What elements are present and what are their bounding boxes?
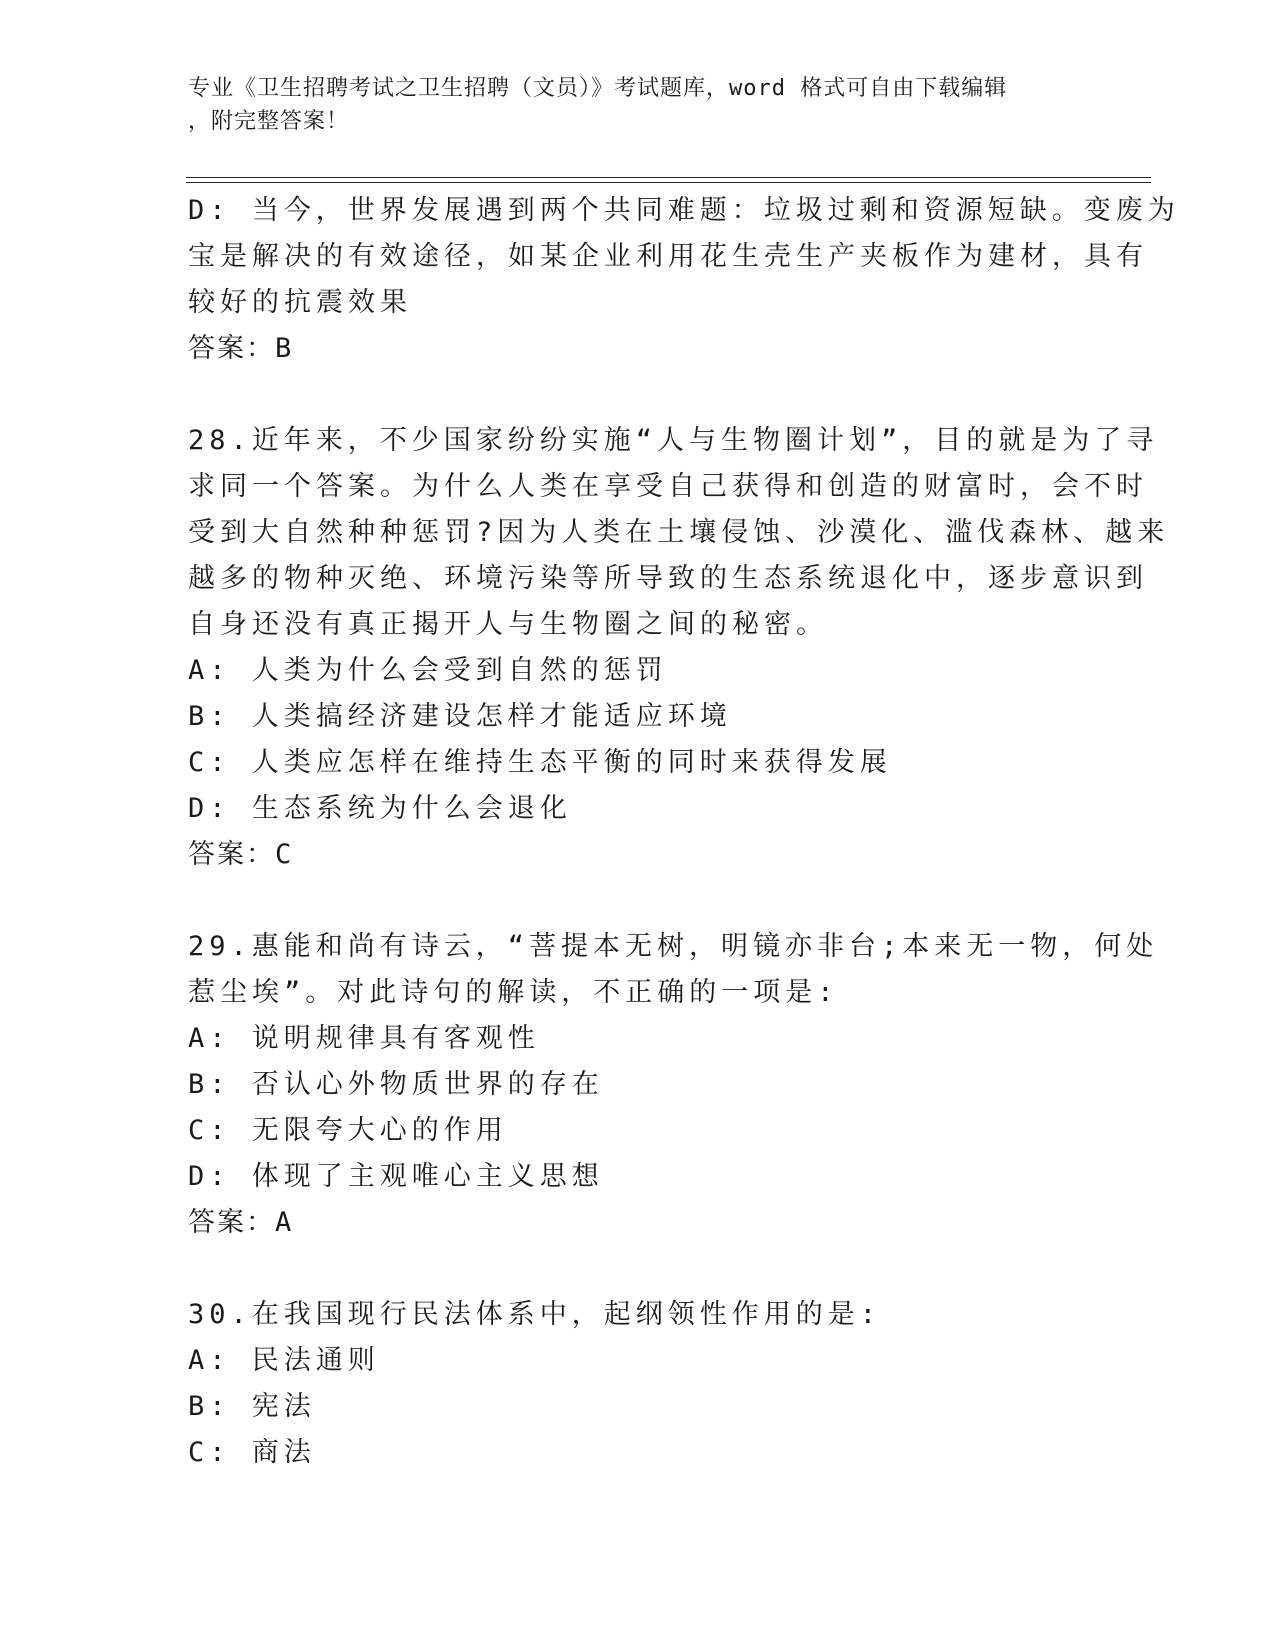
question-stem: 求同一个答案。为什么人类在享受自己获得和创造的财富时，会不时 (188, 471, 1148, 502)
option-d: D: 生态系统为什么会退化 (188, 793, 572, 824)
option-c: C: 商法 (188, 1437, 316, 1468)
question-stem: 30.在我国现行民法体系中，起纲领性作用的是: (188, 1299, 882, 1330)
option-b: B: 人类搞经济建设怎样才能适应环境 (188, 701, 732, 732)
question-stem: 28.近年来，不少国家纷纷实施“人与生物圈计划”，目的就是为了寻 (188, 425, 1159, 456)
question-stem: 受到大自然种种惩罚?因为人类在土壤侵蚀、沙漠化、滥伐森林、越来 (188, 517, 1170, 548)
answer-28: 答案：C (188, 839, 294, 870)
question-30 (188, 1292, 1088, 1476)
option-d-continued: 宝是解决的有效途径，如某企业利用花生壳生产夹板作为建材，具有 (188, 241, 1148, 272)
option-a: A: 说明规律具有客观性 (188, 1023, 540, 1054)
option-a: A: 人类为什么会受到自然的惩罚 (188, 655, 668, 686)
option-d-continued: 较好的抗震效果 (188, 287, 412, 318)
header-line: ，附完整答案！ (188, 109, 350, 134)
option-b: B: 宪法 (188, 1391, 316, 1422)
question-27-tail (188, 188, 1180, 372)
question-stem: 29.惠能和尚有诗云，“菩提本无树，明镜亦非台;本来无一物，何处 (188, 931, 1159, 962)
option-d: D: 当今，世界发展遇到两个共同难题：垃圾过剩和资源短缺。变废为 (188, 195, 1180, 226)
option-a: A: 民法通则 (188, 1345, 380, 1376)
answer-27: 答案：B (188, 333, 294, 364)
document-header (188, 72, 1068, 138)
question-stem: 自身还没有真正揭开人与生物圈之间的秘密。 (188, 609, 828, 640)
spacer (188, 1246, 1088, 1292)
header-divider-bottom (186, 182, 1151, 183)
option-c: C: 人类应怎样在维持生态平衡的同时来获得发展 (188, 747, 892, 778)
question-29 (188, 924, 1159, 1246)
answer-29: 答案：A (188, 1207, 294, 1238)
spacer (188, 372, 1088, 418)
question-stem: 惹尘埃”。对此诗句的解读，不正确的一项是: (188, 977, 839, 1008)
header-line: 专业《卫生招聘考试之卫生招聘（文员）》考试题库，word 格式可自由下载编辑 (188, 76, 1008, 101)
option-b: B: 否认心外物质世界的存在 (188, 1069, 604, 1100)
question-28 (188, 418, 1170, 878)
option-c: C: 无限夸大心的作用 (188, 1115, 508, 1146)
header-divider-top (186, 177, 1151, 178)
spacer (188, 878, 1088, 924)
question-stem: 越多的物种灭绝、环境污染等所导致的生态系统退化中，逐步意识到 (188, 563, 1148, 594)
option-d: D: 体现了主观唯心主义思想 (188, 1161, 604, 1192)
question-list (188, 188, 1180, 1476)
